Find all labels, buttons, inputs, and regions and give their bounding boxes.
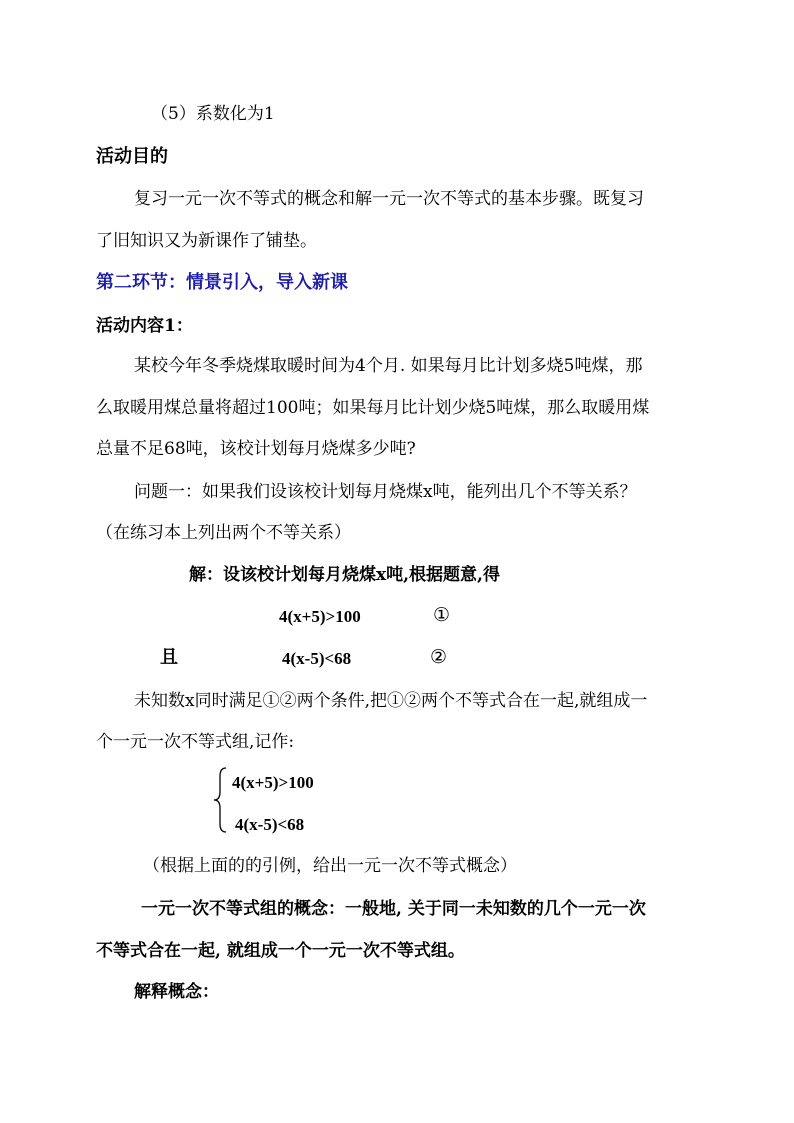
problem-line-3: 总量不足68吨，该校计划每月烧煤多少吨? (96, 439, 416, 459)
explain-heading: 解释概念： (134, 982, 219, 1002)
unknown-line-2: 个一元一次不等式组,记作: (96, 732, 295, 752)
section2-heading: 第二环节：情景引入，导入新课 (96, 272, 348, 293)
problem-line-1: 某校今年冬季烧煤取暖时间为4个月. 如果每月比计划多烧5吨煤，那 (134, 356, 643, 376)
inequality-2: 4(x-5)<68 (282, 649, 352, 668)
unknown-line-1: 未知数x同时满足①②两个条件,把①②两个不等式合在一起,就组成一 (134, 691, 648, 711)
purpose-line-2: 了旧知识又为新课作了铺垫。 (96, 231, 317, 251)
inequality-1-marker: ① (433, 604, 451, 626)
question1-line-1: 问题一：如果我们设该校计划每月烧煤x吨，能列出几个不等关系？ (134, 482, 637, 502)
step5-text: （5）系数化为1 (151, 104, 275, 124)
system-brace-icon (212, 766, 230, 834)
inequality-1: 4(x+5)>100 (279, 607, 361, 626)
purpose-heading: 活动目的 (96, 146, 168, 167)
system-equation-2: 4(x-5)<68 (235, 815, 305, 834)
system-equation-1: 4(x+5)>100 (232, 773, 314, 792)
activity1-heading: 活动内容1： (96, 316, 193, 336)
purpose-line-1: 复习一元一次不等式的概念和解一元一次不等式的基本步骤。既复习 (134, 189, 644, 209)
solution-intro: 解：设该校计划每月烧煤x吨,根据题意,得 (189, 565, 500, 585)
and-word: 且 (160, 647, 178, 668)
inequality-2-marker: ② (430, 646, 448, 668)
hint-text: （根据上面的的引例，给出一元一次不等式概念） (143, 856, 517, 876)
concept-line-1: 一元一次不等式组的概念：一般地, 关于同一未知数的几个一元一次 (141, 899, 646, 919)
question1-line-2: （在练习本上列出两个不等关系） (96, 523, 351, 543)
concept-line-2: 不等式合在一起, 就组成一个一元一次不等式组。 (96, 941, 465, 961)
problem-line-2: 么取暖用煤总量将超过100吨；如果每月比计划少烧5吨煤，那么取暖用煤 (96, 398, 650, 418)
